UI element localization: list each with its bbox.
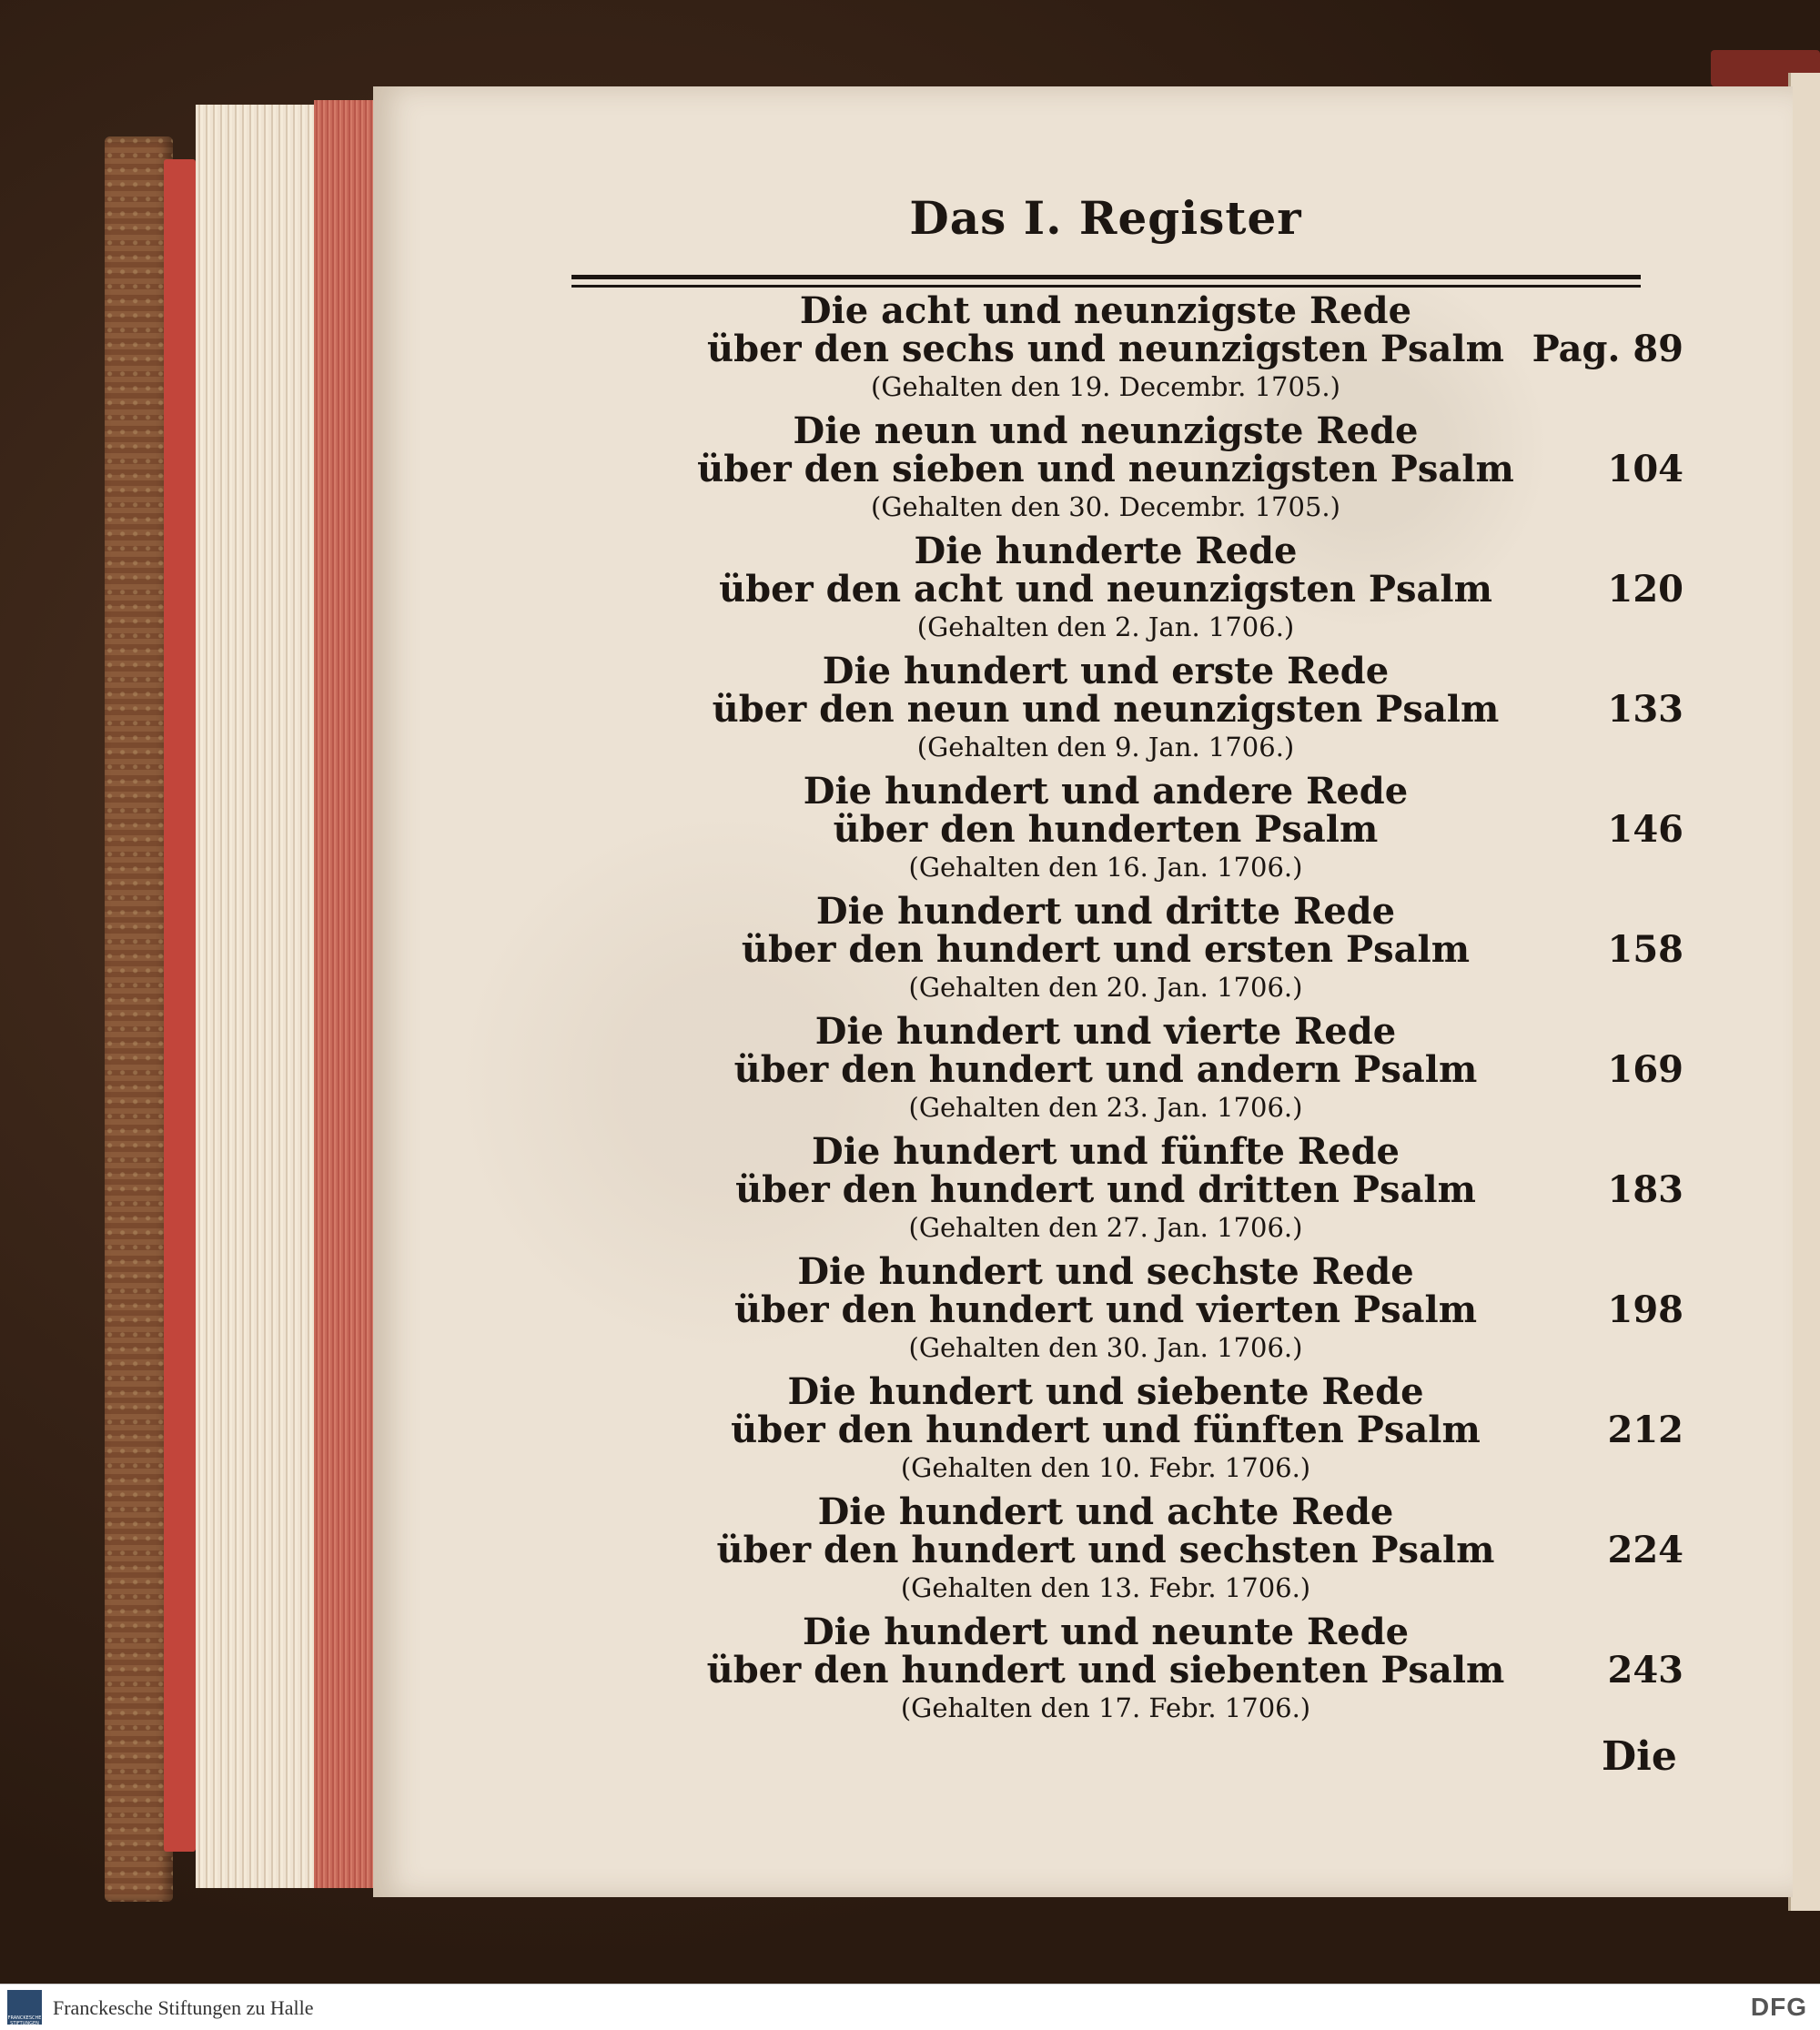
entry-date: (Gehalten den 9. Jan. 1706.) <box>916 732 1295 763</box>
entry-page-number: 212 <box>1607 1409 1684 1451</box>
entry-page-number: 158 <box>1607 928 1684 971</box>
entry-subject: über den neun und neunzigsten Psalm <box>712 688 1500 731</box>
page-stack-red-edge <box>314 100 378 1888</box>
entry-subject: über den sieben und neunzigsten Psalm <box>697 448 1514 490</box>
entry-date: (Gehalten den 30. Decembr. 1705.) <box>871 491 1340 522</box>
entry-date: (Gehalten den 27. Jan. 1706.) <box>908 1212 1303 1243</box>
entry-page-number: 224 <box>1607 1529 1684 1571</box>
entry-subject: über den hundert und siebenten Psalm <box>706 1649 1505 1692</box>
register-entry <box>573 1370 1684 1490</box>
entry-title: Die hunderte Rede <box>914 530 1298 572</box>
entry-page-number: 183 <box>1607 1168 1684 1211</box>
entry-title: Die hundert und neunte Rede <box>802 1611 1410 1653</box>
entry-page-number: 120 <box>1607 568 1684 611</box>
register-entry <box>573 650 1684 770</box>
entry-date: (Gehalten den 20. Jan. 1706.) <box>908 972 1303 1003</box>
institution-logo <box>7 1990 42 2025</box>
entry-subject: über den hundert und vierten Psalm <box>733 1288 1478 1331</box>
entry-page-number: 243 <box>1607 1649 1684 1692</box>
entry-title: Die hundert und vierte Rede <box>814 1010 1397 1053</box>
entry-title: Die hundert und fünfte Rede <box>812 1130 1400 1173</box>
institution-name: Franckesche Stiftungen zu Halle <box>53 1996 314 2019</box>
entry-title: Die hundert und achte Rede <box>817 1490 1394 1533</box>
entry-subject: über den hundert und andern Psalm <box>733 1048 1478 1091</box>
dfg-logo: DFG <box>1750 1993 1807 2021</box>
entry-title: Die hundert und andere Rede <box>803 770 1409 813</box>
entry-page-number: 198 <box>1607 1288 1684 1331</box>
register-entry <box>573 409 1684 530</box>
entry-page-number: 146 <box>1607 808 1684 851</box>
entry-title: Die hundert und sechste Rede <box>797 1250 1414 1293</box>
entry-title: Die acht und neunzigste Rede <box>799 289 1412 332</box>
register-entry <box>573 289 1684 409</box>
page-header <box>573 191 1638 245</box>
entry-date: (Gehalten den 30. Jan. 1706.) <box>908 1332 1303 1363</box>
viewer-footer <box>0 1984 1820 2030</box>
entry-date: (Gehalten den 10. Febr. 1706.) <box>900 1452 1311 1483</box>
page-title: Das I. Register <box>909 191 1302 245</box>
register-entry <box>573 1010 1684 1130</box>
entry-subject: über den sechs und neunzigsten Psalm <box>707 328 1504 370</box>
register-entry <box>573 1490 1684 1611</box>
entry-date: (Gehalten den 2. Jan. 1706.) <box>916 611 1295 642</box>
entry-title: Die hundert und dritte Rede <box>815 890 1396 933</box>
header-rule <box>571 275 1641 288</box>
register-entries <box>573 289 1684 1731</box>
entry-title: Die hundert und siebente Rede <box>787 1370 1424 1413</box>
entry-subject: über den hundert und dritten Psalm <box>735 1168 1476 1211</box>
entry-date: (Gehalten den 13. Febr. 1706.) <box>900 1572 1311 1603</box>
entry-date: (Gehalten den 16. Jan. 1706.) <box>908 852 1303 883</box>
register-entry <box>573 770 1684 890</box>
entry-title: Die neun und neunzigste Rede <box>793 409 1419 452</box>
facing-page-edge <box>1788 73 1820 1911</box>
register-entry <box>573 530 1684 650</box>
red-page-edge <box>164 159 196 1852</box>
register-entry <box>573 890 1684 1010</box>
catchword: Die <box>1602 1733 1677 1780</box>
entry-date: (Gehalten den 19. Decembr. 1705.) <box>871 371 1340 402</box>
entry-page-number: 169 <box>1607 1048 1684 1091</box>
entry-page-number: 104 <box>1607 448 1684 490</box>
entry-page-number: 133 <box>1607 688 1684 731</box>
entry-subject: über den hundert und sechsten Psalm <box>716 1529 1495 1571</box>
logo-text: FRANCKESCHE STIFTUNGEN <box>7 2015 42 2026</box>
entry-date: (Gehalten den 17. Febr. 1706.) <box>900 1692 1311 1723</box>
register-entry <box>573 1130 1684 1250</box>
book-cover-left <box>105 136 173 1902</box>
entry-subject: über den acht und neunzigsten Psalm <box>719 568 1492 611</box>
entry-subject: über den hundert und ersten Psalm <box>741 928 1471 971</box>
entry-subject: über den hunderten Psalm <box>833 808 1379 851</box>
entry-subject: über den hundert und fünften Psalm <box>731 1409 1481 1451</box>
register-entry <box>573 1250 1684 1370</box>
entry-title: Die hundert und erste Rede <box>822 650 1390 692</box>
entry-date: (Gehalten den 23. Jan. 1706.) <box>908 1092 1303 1123</box>
register-entry <box>573 1611 1684 1731</box>
entry-page-number: Pag. 89 <box>1532 328 1684 370</box>
